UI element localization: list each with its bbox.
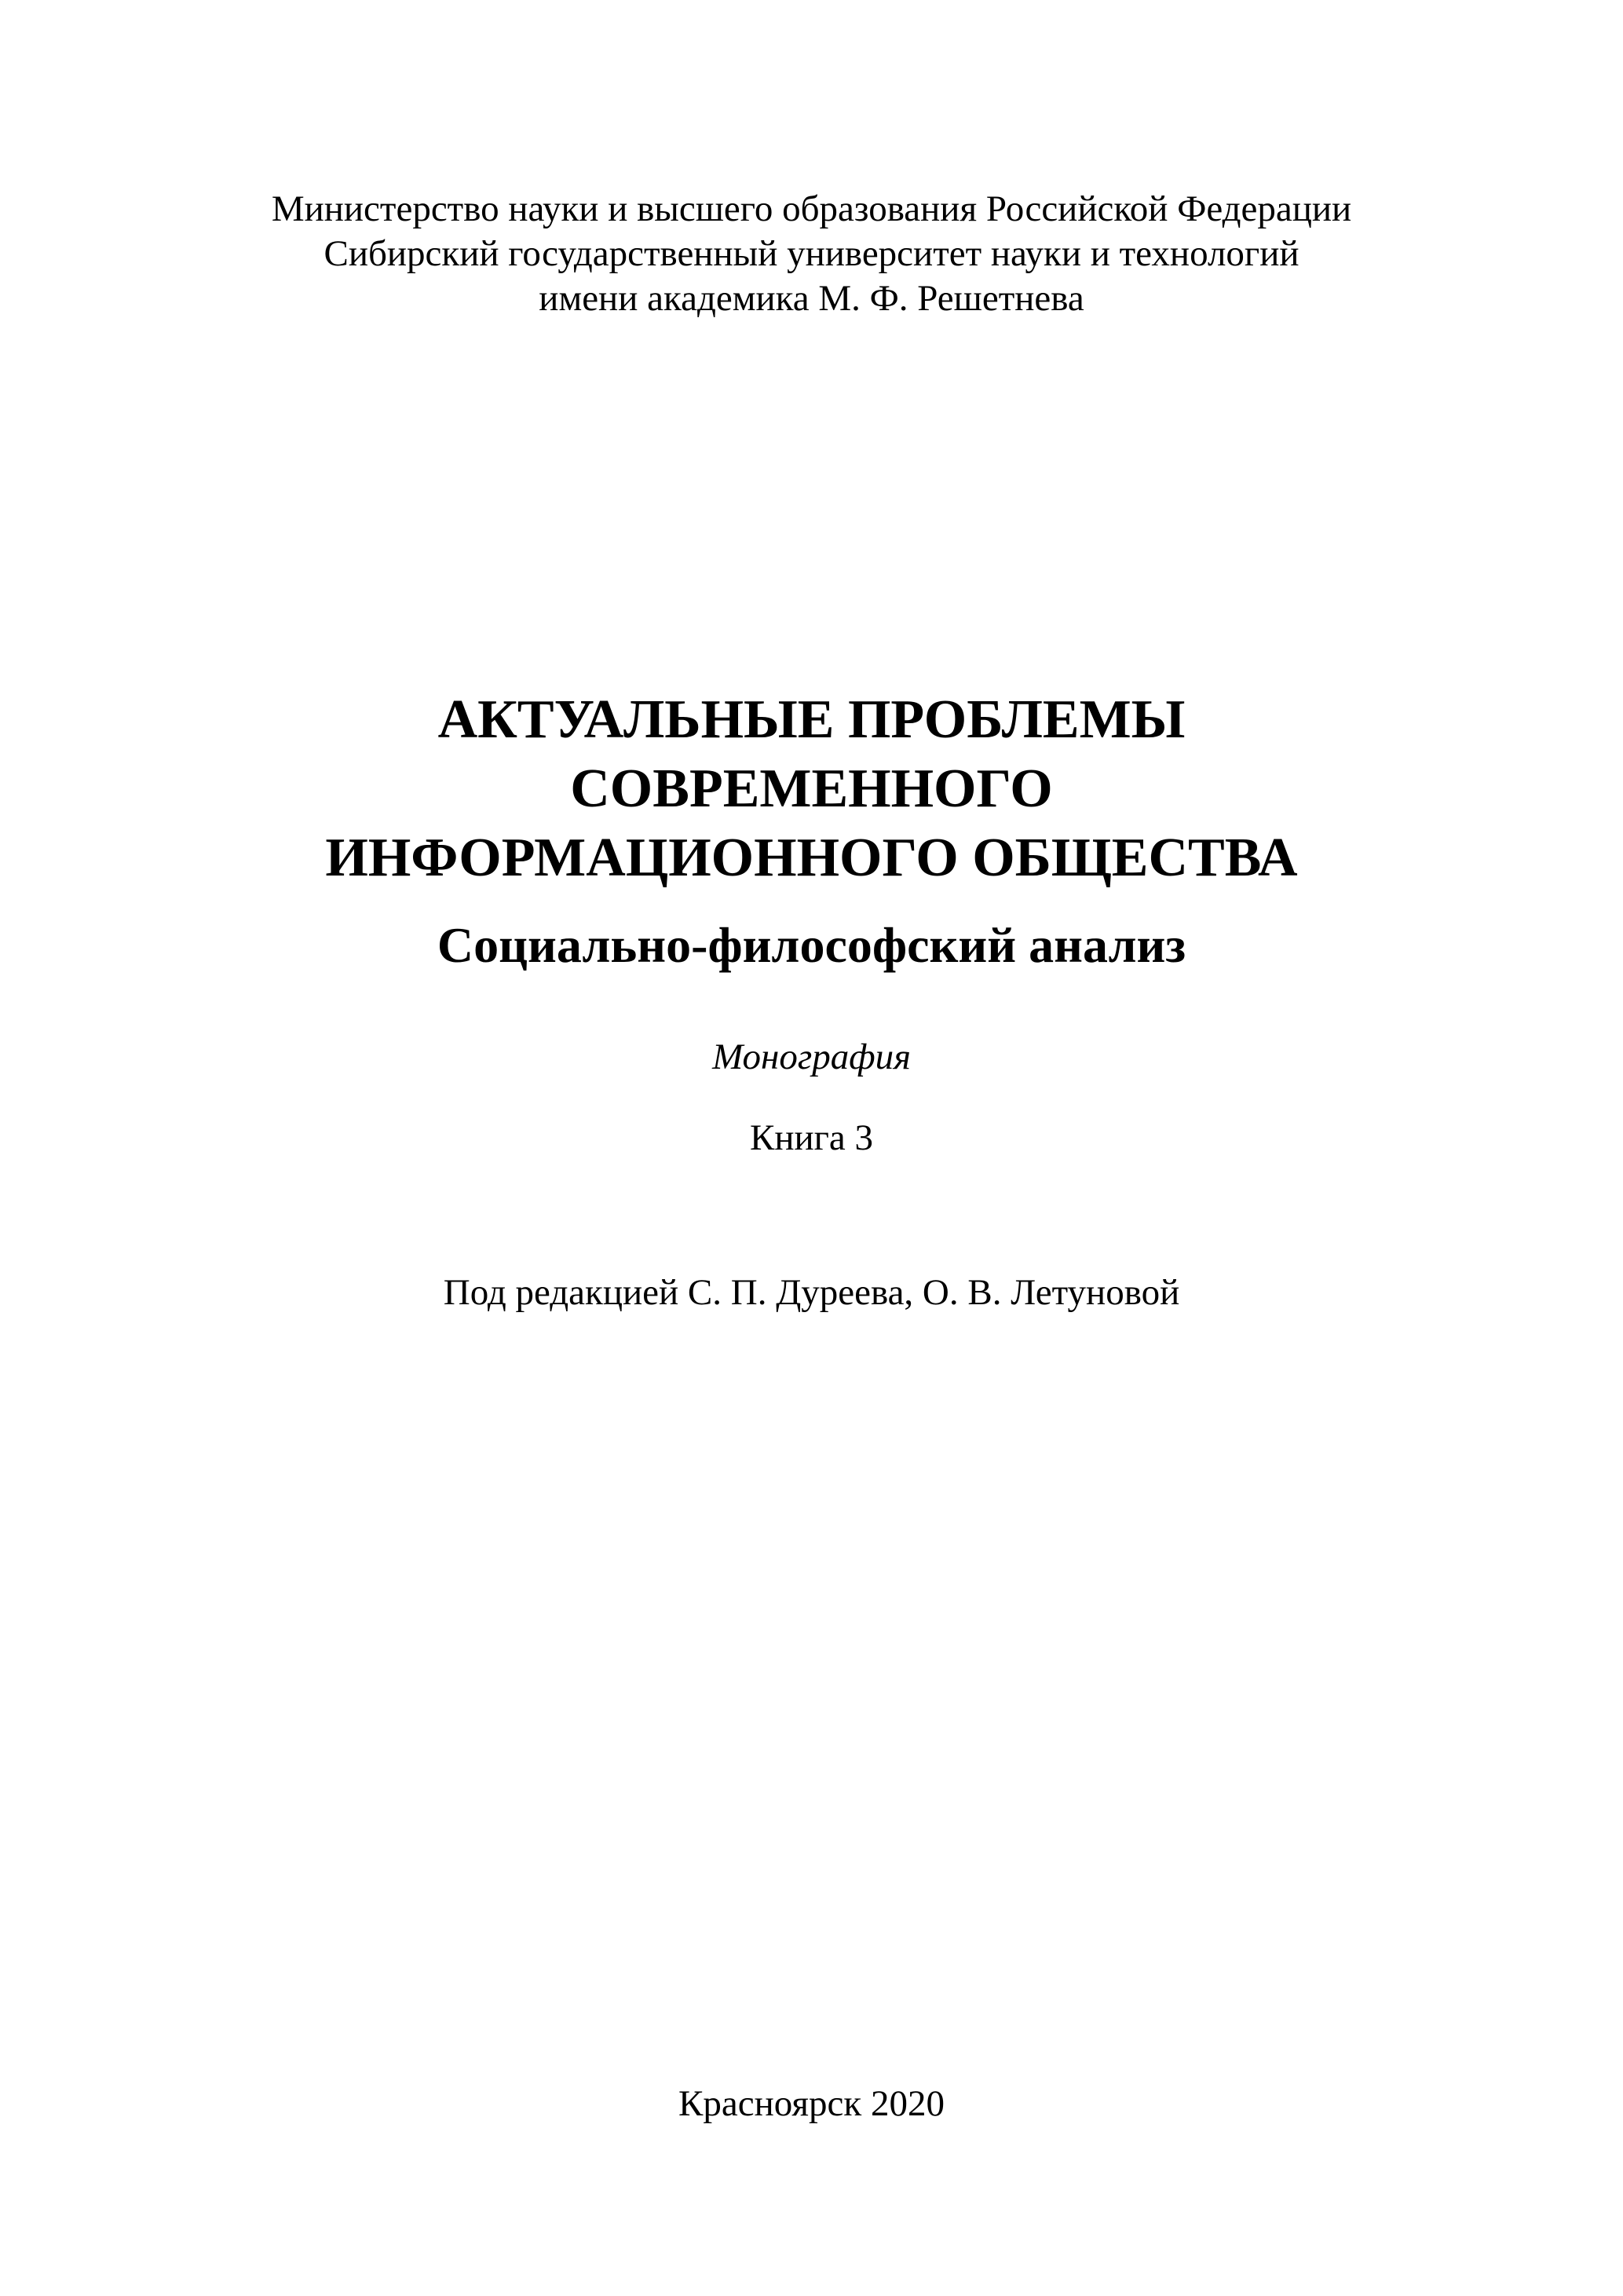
organization-ministry: Министерство науки и высшего образования Российской Федерации bbox=[271, 188, 1352, 229]
organization-block bbox=[0, 187, 1623, 321]
book-volume: Книга 3 bbox=[749, 1117, 874, 1158]
book-imprint: Красноярск 2020 bbox=[678, 2083, 945, 2124]
organization-university: Сибирский государственный университет науки и технологий bbox=[324, 233, 1299, 274]
book-title-line-2: СОВРЕМЕННОГО bbox=[570, 759, 1053, 819]
book-title-line-1: АКТУАЛЬНЫЕ ПРОБЛЕМЫ bbox=[437, 689, 1186, 750]
organization-university-name: имени академика М. Ф. Решетнева bbox=[539, 278, 1084, 319]
book-editors: Под редакцией С. П. Дуреева, О. В. Летуновой bbox=[443, 1272, 1180, 1313]
book-subtitle: Социально-философский анализ bbox=[437, 917, 1186, 973]
book-title-line-3: ИНФОРМАЦИОННОГО ОБЩЕСТВА bbox=[325, 828, 1298, 888]
book-title bbox=[0, 686, 1623, 893]
book-genre: Монография bbox=[712, 1036, 911, 1077]
